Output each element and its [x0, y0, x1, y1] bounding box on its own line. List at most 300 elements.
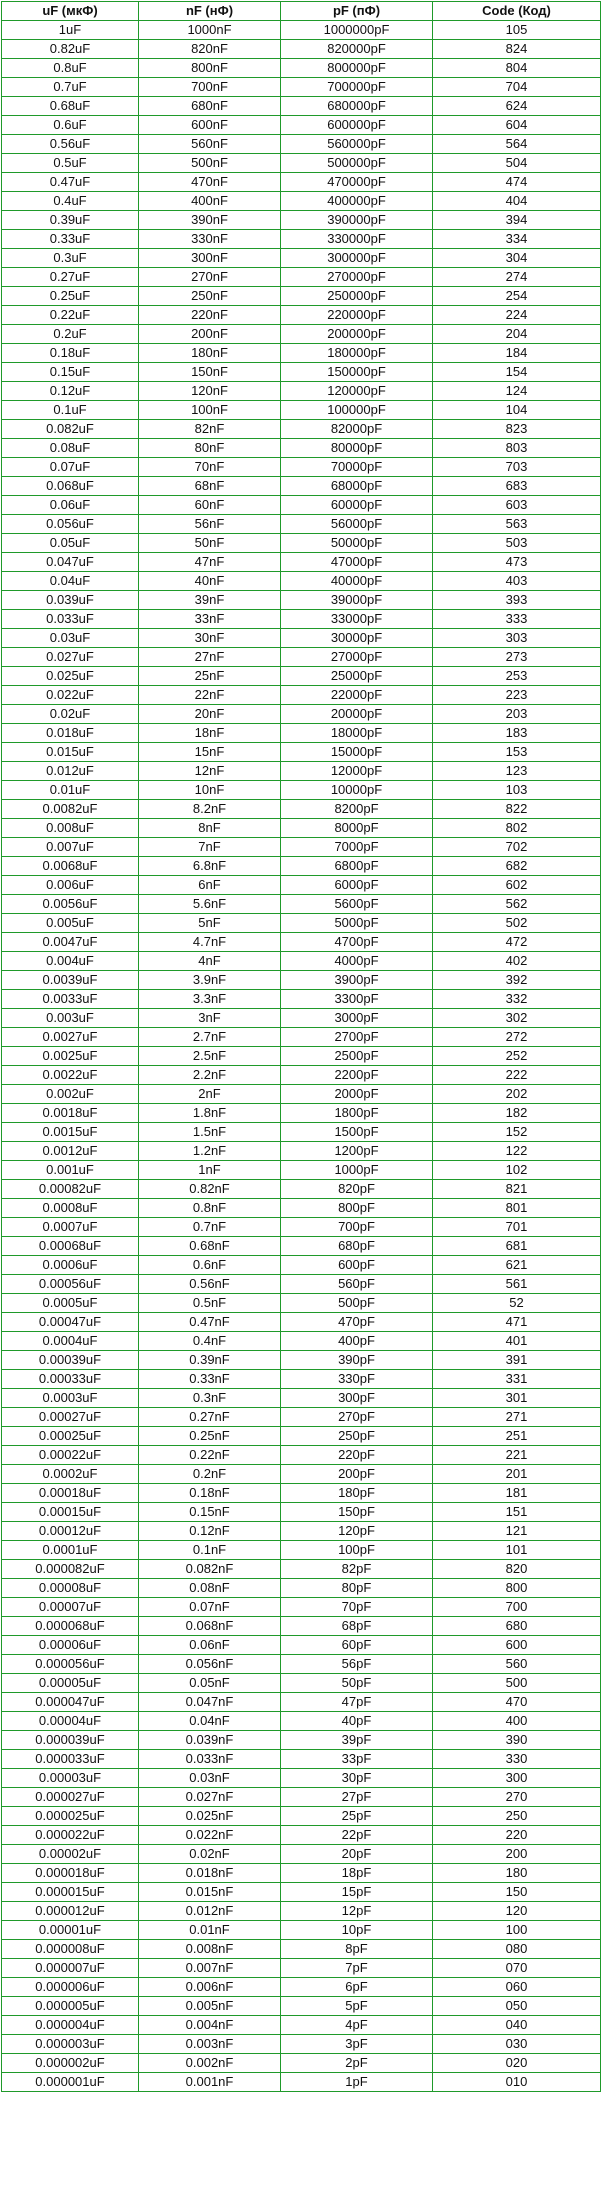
table-row	[2, 230, 601, 249]
cell-nf: 0.027nF	[139, 1788, 281, 1807]
table-row	[2, 1959, 601, 1978]
table-row	[2, 1028, 601, 1047]
table-row	[2, 705, 601, 724]
cell-pf: 8200pF	[281, 800, 433, 819]
cell-pf: 50pF	[281, 1674, 433, 1693]
cell-code: 600	[433, 1636, 601, 1655]
table-row	[2, 800, 601, 819]
cell-nf: 4nF	[139, 952, 281, 971]
cell-code: 563	[433, 515, 601, 534]
cell-uf: 0.00039uF	[2, 1351, 139, 1370]
cell-code: 250	[433, 1807, 601, 1826]
cell-nf: 12nF	[139, 762, 281, 781]
cell-nf: 0.08nF	[139, 1579, 281, 1598]
cell-code: 560	[433, 1655, 601, 1674]
cell-uf: 0.00018uF	[2, 1484, 139, 1503]
cell-pf: 600000pF	[281, 116, 433, 135]
table-body	[2, 21, 601, 2092]
cell-pf: 330000pF	[281, 230, 433, 249]
cell-nf: 0.022nF	[139, 1826, 281, 1845]
cell-nf: 1000nF	[139, 21, 281, 40]
cell-nf: 30nF	[139, 629, 281, 648]
cell-code: 105	[433, 21, 601, 40]
cell-uf: 0.000047uF	[2, 1693, 139, 1712]
cell-code: 122	[433, 1142, 601, 1161]
cell-code: 153	[433, 743, 601, 762]
cell-nf: 0.012nF	[139, 1902, 281, 1921]
cell-code: 502	[433, 914, 601, 933]
cell-nf: 6.8nF	[139, 857, 281, 876]
cell-code: 050	[433, 1997, 601, 2016]
cell-uf: 0.0003uF	[2, 1389, 139, 1408]
cell-code: 821	[433, 1180, 601, 1199]
cell-pf: 80000pF	[281, 439, 433, 458]
cell-pf: 25000pF	[281, 667, 433, 686]
table-row	[2, 1332, 601, 1351]
cell-uf: 0.056uF	[2, 515, 139, 534]
cell-uf: 0.6uF	[2, 116, 139, 135]
cell-nf: 0.27nF	[139, 1408, 281, 1427]
cell-nf: 180nF	[139, 344, 281, 363]
cell-uf: 0.00006uF	[2, 1636, 139, 1655]
cell-nf: 0.7nF	[139, 1218, 281, 1237]
cell-pf: 270000pF	[281, 268, 433, 287]
cell-nf: 800nF	[139, 59, 281, 78]
cell-pf: 6pF	[281, 1978, 433, 1997]
cell-pf: 33000pF	[281, 610, 433, 629]
cell-uf: 0.04uF	[2, 572, 139, 591]
cell-nf: 300nF	[139, 249, 281, 268]
cell-nf: 0.02nF	[139, 1845, 281, 1864]
cell-pf: 4700pF	[281, 933, 433, 952]
cell-nf: 0.006nF	[139, 1978, 281, 1997]
table-row	[2, 344, 601, 363]
cell-code: 030	[433, 2035, 601, 2054]
cell-pf: 60pF	[281, 1636, 433, 1655]
cell-pf: 680pF	[281, 1237, 433, 1256]
cell-pf: 820pF	[281, 1180, 433, 1199]
table-row	[2, 1066, 601, 1085]
cell-code: 564	[433, 135, 601, 154]
table-row	[2, 268, 601, 287]
cell-code: 404	[433, 192, 601, 211]
header-code: Code (Код)	[433, 2, 601, 21]
cell-pf: 10000pF	[281, 781, 433, 800]
cell-nf: 400nF	[139, 192, 281, 211]
cell-pf: 250pF	[281, 1427, 433, 1446]
cell-uf: 0.002uF	[2, 1085, 139, 1104]
cell-pf: 5600pF	[281, 895, 433, 914]
cell-nf: 10nF	[139, 781, 281, 800]
cell-uf: 0.00068uF	[2, 1237, 139, 1256]
cell-pf: 120pF	[281, 1522, 433, 1541]
table-row	[2, 59, 601, 78]
cell-nf: 0.033nF	[139, 1750, 281, 1769]
cell-code: 680	[433, 1617, 601, 1636]
cell-code: 272	[433, 1028, 601, 1047]
table-row	[2, 1370, 601, 1389]
cell-uf: 0.00001uF	[2, 1921, 139, 1940]
cell-code: 603	[433, 496, 601, 515]
cell-nf: 6nF	[139, 876, 281, 895]
cell-uf: 0.00005uF	[2, 1674, 139, 1693]
cell-nf: 390nF	[139, 211, 281, 230]
cell-nf: 8nF	[139, 819, 281, 838]
table-row	[2, 1009, 601, 1028]
cell-code: 393	[433, 591, 601, 610]
cell-pf: 700pF	[281, 1218, 433, 1237]
cell-nf: 0.8nF	[139, 1199, 281, 1218]
cell-code: 704	[433, 78, 601, 97]
cell-nf: 50nF	[139, 534, 281, 553]
cell-nf: 7nF	[139, 838, 281, 857]
cell-code: 604	[433, 116, 601, 135]
cell-pf: 22000pF	[281, 686, 433, 705]
cell-nf: 0.008nF	[139, 1940, 281, 1959]
table-row	[2, 1541, 601, 1560]
cell-pf: 15000pF	[281, 743, 433, 762]
cell-code: 333	[433, 610, 601, 629]
cell-code: 040	[433, 2016, 601, 2035]
cell-uf: 0.000005uF	[2, 1997, 139, 2016]
table-row	[2, 192, 601, 211]
cell-nf: 0.39nF	[139, 1351, 281, 1370]
table-row	[2, 1845, 601, 1864]
table-row	[2, 1655, 601, 1674]
cell-nf: 0.001nF	[139, 2073, 281, 2092]
cell-pf: 70000pF	[281, 458, 433, 477]
cell-nf: 270nF	[139, 268, 281, 287]
table-row	[2, 116, 601, 135]
cell-pf: 50000pF	[281, 534, 433, 553]
cell-pf: 390000pF	[281, 211, 433, 230]
cell-uf: 0.00015uF	[2, 1503, 139, 1522]
table-row	[2, 21, 601, 40]
cell-code: 100	[433, 1921, 601, 1940]
cell-uf: 0.018uF	[2, 724, 139, 743]
cell-pf: 560000pF	[281, 135, 433, 154]
cell-code: 203	[433, 705, 601, 724]
cell-nf: 25nF	[139, 667, 281, 686]
table-row	[2, 401, 601, 420]
cell-pf: 250000pF	[281, 287, 433, 306]
cell-nf: 56nF	[139, 515, 281, 534]
table-row	[2, 1617, 601, 1636]
cell-nf: 0.33nF	[139, 1370, 281, 1389]
cell-pf: 2000pF	[281, 1085, 433, 1104]
table-row	[2, 1864, 601, 1883]
cell-pf: 60000pF	[281, 496, 433, 515]
cell-pf: 12pF	[281, 1902, 433, 1921]
cell-nf: 0.06nF	[139, 1636, 281, 1655]
cell-uf: 0.68uF	[2, 97, 139, 116]
cell-nf: 220nF	[139, 306, 281, 325]
cell-pf: 5pF	[281, 1997, 433, 2016]
cell-uf: 0.000008uF	[2, 1940, 139, 1959]
table-row	[2, 1465, 601, 1484]
cell-uf: 0.0056uF	[2, 895, 139, 914]
cell-pf: 600pF	[281, 1256, 433, 1275]
cell-pf: 180000pF	[281, 344, 433, 363]
cell-pf: 180pF	[281, 1484, 433, 1503]
cell-nf: 120nF	[139, 382, 281, 401]
cell-uf: 0.00012uF	[2, 1522, 139, 1541]
cell-code: 201	[433, 1465, 601, 1484]
table-row	[2, 1788, 601, 1807]
table-row	[2, 1294, 601, 1313]
table-row	[2, 648, 601, 667]
table-row	[2, 154, 601, 173]
table-row	[2, 496, 601, 515]
cell-code: 274	[433, 268, 601, 287]
table-row	[2, 591, 601, 610]
cell-uf: 0.000004uF	[2, 2016, 139, 2035]
cell-uf: 0.00047uF	[2, 1313, 139, 1332]
cell-uf: 0.000018uF	[2, 1864, 139, 1883]
cell-code: 102	[433, 1161, 601, 1180]
cell-nf: 0.01nF	[139, 1921, 281, 1940]
cell-code: 474	[433, 173, 601, 192]
table-row	[2, 249, 601, 268]
cell-code: 802	[433, 819, 601, 838]
header-nf: nF (нФ)	[139, 2, 281, 21]
cell-uf: 0.000039uF	[2, 1731, 139, 1750]
table-row	[2, 819, 601, 838]
cell-code: 473	[433, 553, 601, 572]
cell-code: 010	[433, 2073, 601, 2092]
table-row	[2, 629, 601, 648]
cell-nf: 0.47nF	[139, 1313, 281, 1332]
cell-nf: 0.018nF	[139, 1864, 281, 1883]
cell-nf: 0.005nF	[139, 1997, 281, 2016]
cell-code: 251	[433, 1427, 601, 1446]
cell-nf: 0.015nF	[139, 1883, 281, 1902]
cell-uf: 0.027uF	[2, 648, 139, 667]
cell-code: 682	[433, 857, 601, 876]
cell-nf: 22nF	[139, 686, 281, 705]
cell-nf: 600nF	[139, 116, 281, 135]
table-row	[2, 1522, 601, 1541]
table-row	[2, 420, 601, 439]
cell-pf: 820000pF	[281, 40, 433, 59]
cell-pf: 3pF	[281, 2035, 433, 2054]
cell-pf: 220000pF	[281, 306, 433, 325]
cell-code: 683	[433, 477, 601, 496]
table-row	[2, 914, 601, 933]
table-row	[2, 553, 601, 572]
cell-pf: 47000pF	[281, 553, 433, 572]
table-header	[2, 2, 601, 21]
cell-uf: 0.0018uF	[2, 1104, 139, 1123]
cell-uf: 0.0008uF	[2, 1199, 139, 1218]
cell-code: 204	[433, 325, 601, 344]
cell-nf: 0.002nF	[139, 2054, 281, 2073]
cell-code: 820	[433, 1560, 601, 1579]
cell-uf: 0.00007uF	[2, 1598, 139, 1617]
cell-code: 303	[433, 629, 601, 648]
table-row	[2, 2073, 601, 2092]
cell-uf: 0.00022uF	[2, 1446, 139, 1465]
cell-uf: 0.7uF	[2, 78, 139, 97]
cell-nf: 1.2nF	[139, 1142, 281, 1161]
cell-uf: 0.0082uF	[2, 800, 139, 819]
cell-pf: 4pF	[281, 2016, 433, 2035]
cell-code: 180	[433, 1864, 601, 1883]
table-row	[2, 1275, 601, 1294]
table-row	[2, 686, 601, 705]
cell-nf: 0.22nF	[139, 1446, 281, 1465]
cell-uf: 0.000056uF	[2, 1655, 139, 1674]
cell-pf: 1800pF	[281, 1104, 433, 1123]
cell-uf: 0.004uF	[2, 952, 139, 971]
table-row	[2, 952, 601, 971]
cell-code: 224	[433, 306, 601, 325]
cell-code: 624	[433, 97, 601, 116]
cell-pf: 8pF	[281, 1940, 433, 1959]
cell-uf: 0.03uF	[2, 629, 139, 648]
cell-code: 503	[433, 534, 601, 553]
cell-pf: 68pF	[281, 1617, 433, 1636]
cell-code: 701	[433, 1218, 601, 1237]
cell-uf: 0.1uF	[2, 401, 139, 420]
table-row	[2, 933, 601, 952]
table-row	[2, 1161, 601, 1180]
cell-pf: 200000pF	[281, 325, 433, 344]
cell-pf: 1000000pF	[281, 21, 433, 40]
cell-nf: 40nF	[139, 572, 281, 591]
cell-uf: 0.033uF	[2, 610, 139, 629]
cell-uf: 0.000068uF	[2, 1617, 139, 1636]
cell-nf: 0.68nF	[139, 1237, 281, 1256]
cell-pf: 330pF	[281, 1370, 433, 1389]
cell-pf: 400000pF	[281, 192, 433, 211]
cell-uf: 0.000002uF	[2, 2054, 139, 2073]
cell-pf: 68000pF	[281, 477, 433, 496]
table-row	[2, 1997, 601, 2016]
cell-nf: 8.2nF	[139, 800, 281, 819]
cell-pf: 12000pF	[281, 762, 433, 781]
table-row	[2, 1047, 601, 1066]
table-row	[2, 876, 601, 895]
cell-pf: 39000pF	[281, 591, 433, 610]
cell-uf: 0.27uF	[2, 268, 139, 287]
cell-uf: 0.06uF	[2, 496, 139, 515]
table-row	[2, 990, 601, 1009]
cell-code: 390	[433, 1731, 601, 1750]
cell-uf: 0.0025uF	[2, 1047, 139, 1066]
table-row	[2, 1408, 601, 1427]
cell-uf: 0.0047uF	[2, 933, 139, 952]
cell-uf: 0.8uF	[2, 59, 139, 78]
table-row	[2, 1104, 601, 1123]
cell-nf: 80nF	[139, 439, 281, 458]
header-pf: pF (пФ)	[281, 2, 433, 21]
cell-code: 200	[433, 1845, 601, 1864]
table-row	[2, 2016, 601, 2035]
cell-uf: 0.00004uF	[2, 1712, 139, 1731]
cell-nf: 3.3nF	[139, 990, 281, 1009]
cell-code: 182	[433, 1104, 601, 1123]
cell-uf: 0.01uF	[2, 781, 139, 800]
cell-pf: 470pF	[281, 1313, 433, 1332]
cell-nf: 39nF	[139, 591, 281, 610]
cell-uf: 0.0005uF	[2, 1294, 139, 1313]
cell-nf: 820nF	[139, 40, 281, 59]
table-row	[2, 211, 601, 230]
cell-nf: 700nF	[139, 78, 281, 97]
table-row	[2, 857, 601, 876]
cell-code: 823	[433, 420, 601, 439]
table-row	[2, 1180, 601, 1199]
cell-uf: 0.3uF	[2, 249, 139, 268]
table-row	[2, 1826, 601, 1845]
cell-pf: 22pF	[281, 1826, 433, 1845]
cell-code: 702	[433, 838, 601, 857]
cell-nf: 0.25nF	[139, 1427, 281, 1446]
table-row	[2, 78, 601, 97]
cell-pf: 200pF	[281, 1465, 433, 1484]
cell-code: 804	[433, 59, 601, 78]
table-row	[2, 2035, 601, 2054]
table-row	[2, 439, 601, 458]
cell-nf: 15nF	[139, 743, 281, 762]
cell-uf: 0.068uF	[2, 477, 139, 496]
table-row	[2, 1636, 601, 1655]
cell-pf: 800000pF	[281, 59, 433, 78]
cell-nf: 0.12nF	[139, 1522, 281, 1541]
cell-pf: 2200pF	[281, 1066, 433, 1085]
cell-code: 822	[433, 800, 601, 819]
cell-code: 803	[433, 439, 601, 458]
table-row	[2, 363, 601, 382]
cell-code: 300	[433, 1769, 601, 1788]
cell-uf: 0.18uF	[2, 344, 139, 363]
table-row	[2, 572, 601, 591]
cell-pf: 1200pF	[281, 1142, 433, 1161]
cell-pf: 6800pF	[281, 857, 433, 876]
cell-nf: 27nF	[139, 648, 281, 667]
cell-nf: 5.6nF	[139, 895, 281, 914]
header-row	[2, 2, 601, 21]
table-row	[2, 97, 601, 116]
cell-pf: 20pF	[281, 1845, 433, 1864]
cell-uf: 0.0068uF	[2, 857, 139, 876]
table-row	[2, 173, 601, 192]
table-row	[2, 1902, 601, 1921]
table-row	[2, 2054, 601, 2073]
table-row	[2, 1750, 601, 1769]
cell-nf: 5nF	[139, 914, 281, 933]
cell-uf: 0.005uF	[2, 914, 139, 933]
cell-code: 101	[433, 1541, 601, 1560]
cell-uf: 0.56uF	[2, 135, 139, 154]
cell-pf: 1pF	[281, 2073, 433, 2092]
cell-uf: 0.82uF	[2, 40, 139, 59]
cell-uf: 0.0039uF	[2, 971, 139, 990]
table-row	[2, 287, 601, 306]
cell-nf: 47nF	[139, 553, 281, 572]
table-row	[2, 534, 601, 553]
cell-uf: 0.000007uF	[2, 1959, 139, 1978]
cell-code: 400	[433, 1712, 601, 1731]
cell-nf: 0.068nF	[139, 1617, 281, 1636]
cell-pf: 300pF	[281, 1389, 433, 1408]
cell-code: 223	[433, 686, 601, 705]
cell-pf: 70pF	[281, 1598, 433, 1617]
cell-code: 252	[433, 1047, 601, 1066]
cell-pf: 680000pF	[281, 97, 433, 116]
cell-code: 104	[433, 401, 601, 420]
